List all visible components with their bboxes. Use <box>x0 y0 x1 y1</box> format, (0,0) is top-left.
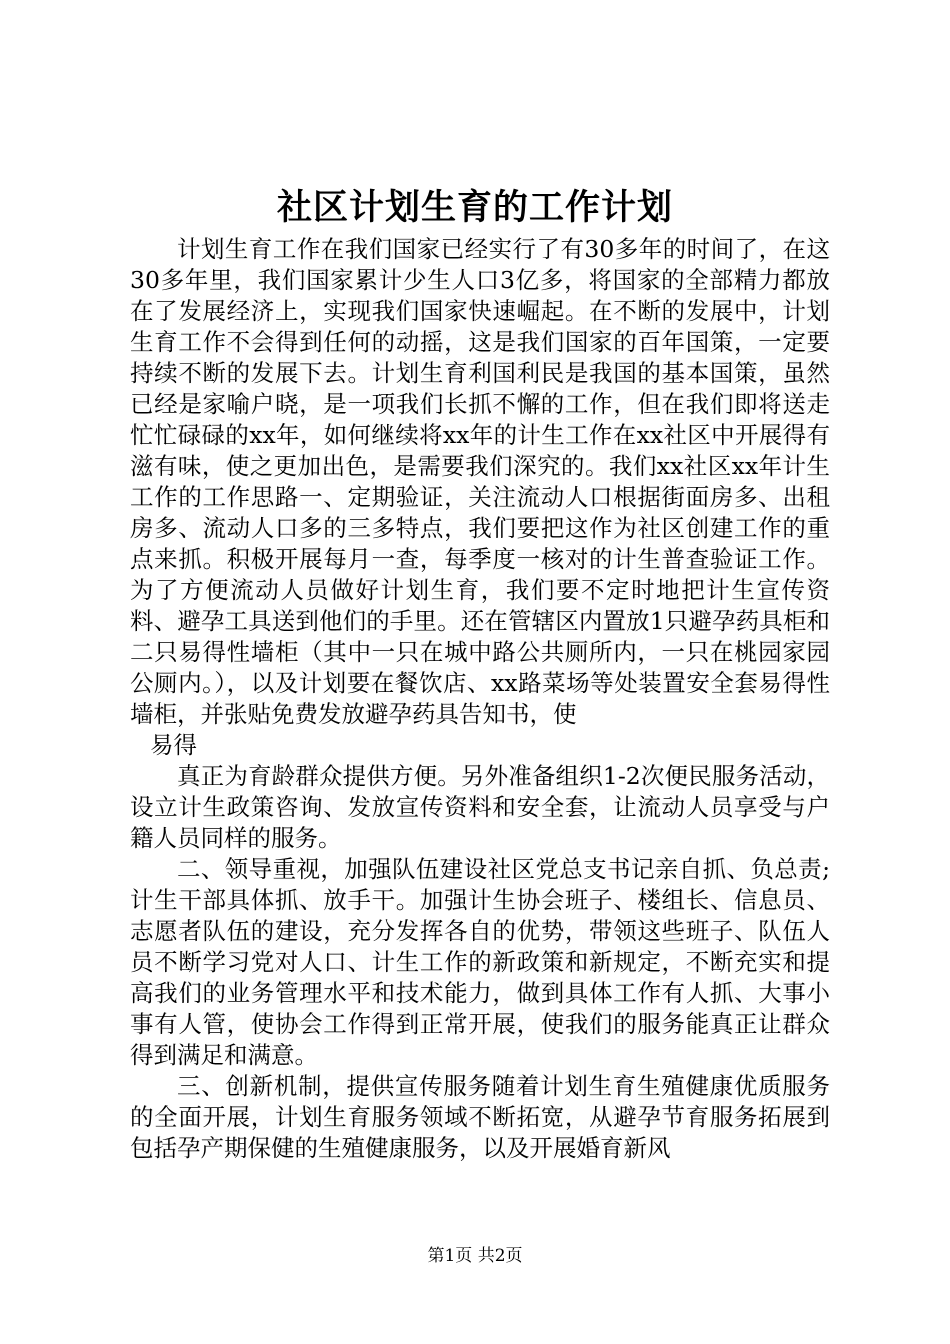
page-footer: 第1页 共2页 <box>427 1246 523 1266</box>
paragraph-intro: 计划生育工作在我们国家已经实行了有30多年的时间了，在这30多年里，我们国家累计少生人口3亿多，将国家的全部精力都放在了发展经济上，实现我们国家快速崛起。在不断的发展中，计划生育工作不会得到任何的动摇，这是我们国家的百年国策，一定要持续不断的发展下去。计划生育利国利民是我国的基本国策，虽然已经是家喻户晓，是一项我们长抓不懈的工作，但在我们即将送走忙忙碌碌的xx年，如何继续将xx年的计生工作在xx社区中开展得有滋有味，使之更加出色，是需要我们深究的。我们xx社区xx年计生工作的工作思路一、定期验证，关注流动人口根据街面房多、出租房多、流动人口多的三多特点，我们要把这作为社区创建工作的重点来抓。积极开展每月一查，每季度一核对的计生普查验证工作。为了方便流动人员做好计划生育，我们要不定时地把计生宣传资料、避孕工具送到他们的手里。还在管辖区内置放1只避孕药具柜和二只易得性墙柜（其中一只在城中路公共厕所内，一只在桃园家园公厕内。），以及计划要在餐饮店、xx路菜场等处装置安全套易得性墙柜，并张贴免费发放避孕药具告知书，使 <box>130 235 830 728</box>
paragraph-innovation: 三、创新机制，提供宣传服务随着计划生育生殖健康优质服务的全面开展，计划生育服务领域不断拓宽，从避孕节育服务拓展到包括孕产期保健的生殖健康服务，以及开展婚育新风 <box>130 1072 830 1162</box>
document-body <box>130 234 830 1164</box>
paragraph-leadership: 二、领导重视，加强队伍建设社区党总支书记亲自抓、负总责;计生干部具体抓、放手干。加强计生协会班子、楼组长、信息员、志愿者队伍的建设，充分发挥各自的优势，带领这些班子、队伍人员不断学习党对人口、计生工作的新政策和新规定，不断充实和提高我们的业务管理水平和技术能力，做到具体工作有人抓、大事小事有人管，使协会工作得到正常开展，使我们的服务能真正让群众得到满足和满意。 <box>130 855 830 1069</box>
document-title: 社区计划生育的工作计划 <box>276 187 673 228</box>
paragraph-convenience: 真正为育龄群众提供方便。另外准备组织1-2次便民服务活动，设立计生政策咨询、发放宣传资料和安全套，让流动人员享受与户籍人员同样的服务。 <box>130 762 830 852</box>
paragraph-fragment: 易得 <box>150 731 197 759</box>
